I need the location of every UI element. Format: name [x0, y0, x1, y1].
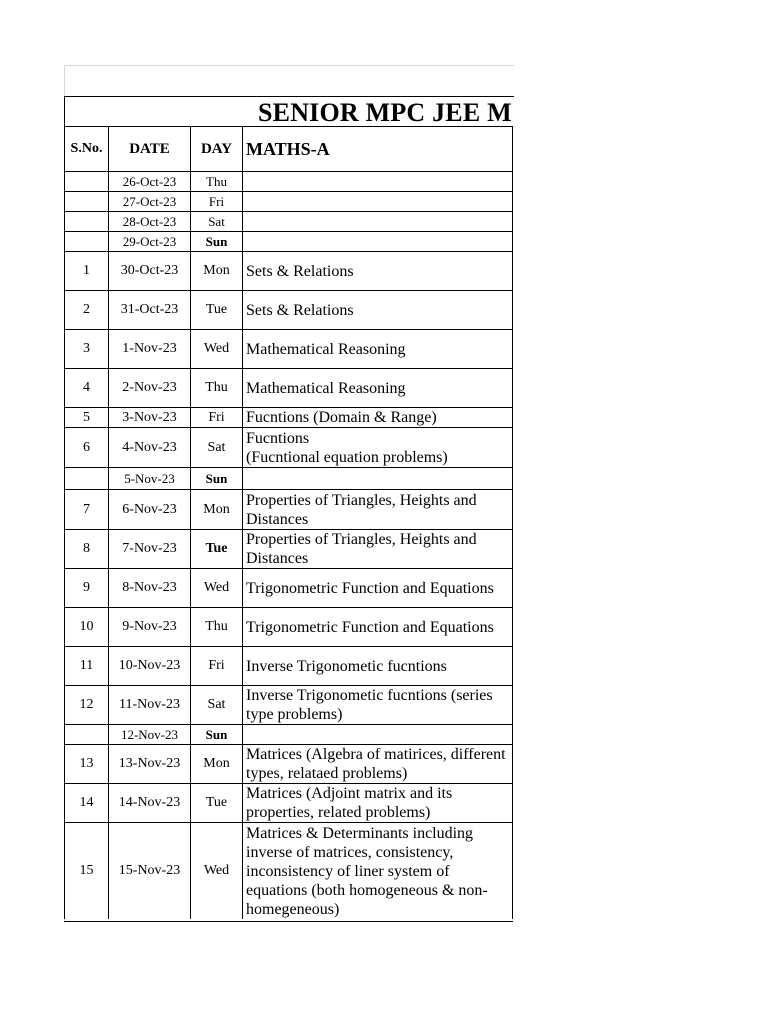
row-date: 11-Nov-23: [108, 685, 190, 724]
row-sno: 8: [64, 529, 108, 568]
row-date: 7-Nov-23: [108, 529, 190, 568]
row-sno: 1: [64, 251, 108, 290]
row-date: 28-Oct-23: [108, 211, 190, 231]
row-day: Tue: [190, 529, 242, 568]
row-date: 27-Oct-23: [108, 191, 190, 211]
row-date: 5-Nov-23: [108, 467, 190, 489]
row-day: Tue: [190, 783, 242, 822]
table-row: [64, 568, 513, 607]
row-sno: 4: [64, 368, 108, 407]
table-row: [64, 822, 513, 919]
row-topic: Fucntions (Fucntional equation problems): [242, 427, 513, 467]
row-day: Wed: [190, 568, 242, 607]
row-sno: [64, 191, 108, 211]
row-sno: 14: [64, 783, 108, 822]
row-day: Sun: [190, 724, 242, 744]
row-topic: [242, 231, 513, 251]
row-sno: 10: [64, 607, 108, 646]
row-date: 6-Nov-23: [108, 489, 190, 529]
row-day: Sun: [190, 231, 242, 251]
row-day: Sat: [190, 685, 242, 724]
table-row: [64, 489, 513, 529]
table-row: [64, 744, 513, 783]
row-date: 12-Nov-23: [108, 724, 190, 744]
header-subject: MATHS-A: [242, 126, 513, 171]
row-day: Sat: [190, 427, 242, 467]
table-row: [64, 646, 513, 685]
row-date: 31-Oct-23: [108, 290, 190, 329]
table-row: [64, 724, 513, 744]
table-row: [64, 607, 513, 646]
row-day: Tue: [190, 290, 242, 329]
row-sno: [64, 467, 108, 489]
row-sno: 13: [64, 744, 108, 783]
table-row: [64, 191, 513, 211]
schedule-title: SENIOR MPC JEE M: [258, 98, 512, 127]
header-sno: S.No.: [64, 126, 108, 171]
row-date: 10-Nov-23: [108, 646, 190, 685]
row-topic: Sets & Relations: [242, 251, 513, 290]
row-date: 1-Nov-23: [108, 329, 190, 368]
table-row: [64, 211, 513, 231]
row-date: 29-Oct-23: [108, 231, 190, 251]
row-day: Thu: [190, 368, 242, 407]
header-day: DAY: [190, 126, 242, 171]
row-sno: 5: [64, 407, 108, 427]
row-topic: Sets & Relations: [242, 290, 513, 329]
row-sno: 15: [64, 822, 108, 919]
table-row: [64, 783, 513, 822]
row-sno: 11: [64, 646, 108, 685]
row-topic: Mathematical Reasoning: [242, 329, 513, 368]
row-sno: 2: [64, 290, 108, 329]
row-sno: 3: [64, 329, 108, 368]
schedule-title-row: [64, 96, 514, 127]
row-date: 2-Nov-23: [108, 368, 190, 407]
header-date: DATE: [108, 126, 190, 171]
table-row: [64, 329, 513, 368]
row-day: Thu: [190, 171, 242, 191]
row-day: Mon: [190, 489, 242, 529]
row-sno: 6: [64, 427, 108, 467]
row-topic: Inverse Trigonometic fucntions (series type problems): [242, 685, 513, 724]
table-bottom-border: [64, 921, 513, 922]
row-sno: [64, 231, 108, 251]
row-topic: Trigonometric Function and Equations: [242, 568, 513, 607]
row-day: Fri: [190, 646, 242, 685]
row-topic: [242, 171, 513, 191]
row-day: Sat: [190, 211, 242, 231]
table-row: [64, 427, 513, 467]
row-day: Wed: [190, 329, 242, 368]
row-date: 15-Nov-23: [108, 822, 190, 919]
row-topic: [242, 191, 513, 211]
row-date: 4-Nov-23: [108, 427, 190, 467]
row-date: 30-Oct-23: [108, 251, 190, 290]
table-row: [64, 529, 513, 568]
row-topic: Matrices & Determinants including inverse of matrices, consistency, inconsistency of liner system of equations (both homogeneous & non-homegeneous): [242, 822, 513, 919]
row-topic: [242, 724, 513, 744]
row-topic: Fucntions (Domain & Range): [242, 407, 513, 427]
row-topic: Properties of Triangles, Heights and Distances: [242, 489, 513, 529]
table-row: [64, 171, 513, 191]
row-sno: [64, 171, 108, 191]
row-date: 26-Oct-23: [108, 171, 190, 191]
table-row: [64, 685, 513, 724]
row-day: Thu: [190, 607, 242, 646]
row-day: Fri: [190, 407, 242, 427]
row-day: Fri: [190, 191, 242, 211]
row-sno: [64, 211, 108, 231]
table-row: [64, 290, 513, 329]
row-date: 9-Nov-23: [108, 607, 190, 646]
row-topic: [242, 467, 513, 489]
table-row: [64, 368, 513, 407]
row-sno: 12: [64, 685, 108, 724]
row-topic: Mathematical Reasoning: [242, 368, 513, 407]
row-topic: Trigonometric Function and Equations: [242, 607, 513, 646]
row-topic: [242, 211, 513, 231]
row-date: 3-Nov-23: [108, 407, 190, 427]
row-day: Mon: [190, 251, 242, 290]
row-topic: Matrices (Adjoint matrix and its properties, related problems): [242, 783, 513, 822]
row-date: 14-Nov-23: [108, 783, 190, 822]
row-sno: 7: [64, 489, 108, 529]
row-day: Wed: [190, 822, 242, 919]
row-topic: Matrices (Algebra of matirices, different types, relataed problems): [242, 744, 513, 783]
row-date: 13-Nov-23: [108, 744, 190, 783]
row-sno: [64, 724, 108, 744]
table-row: [64, 251, 513, 290]
table-row: [64, 407, 513, 427]
row-day: Mon: [190, 744, 242, 783]
row-sno: 9: [64, 568, 108, 607]
row-day: Sun: [190, 467, 242, 489]
row-topic: Inverse Trigonometic fucntions: [242, 646, 513, 685]
table-row: [64, 467, 513, 489]
table-row: [64, 231, 513, 251]
row-date: 8-Nov-23: [108, 568, 190, 607]
row-topic: Properties of Triangles, Heights and Distances: [242, 529, 513, 568]
